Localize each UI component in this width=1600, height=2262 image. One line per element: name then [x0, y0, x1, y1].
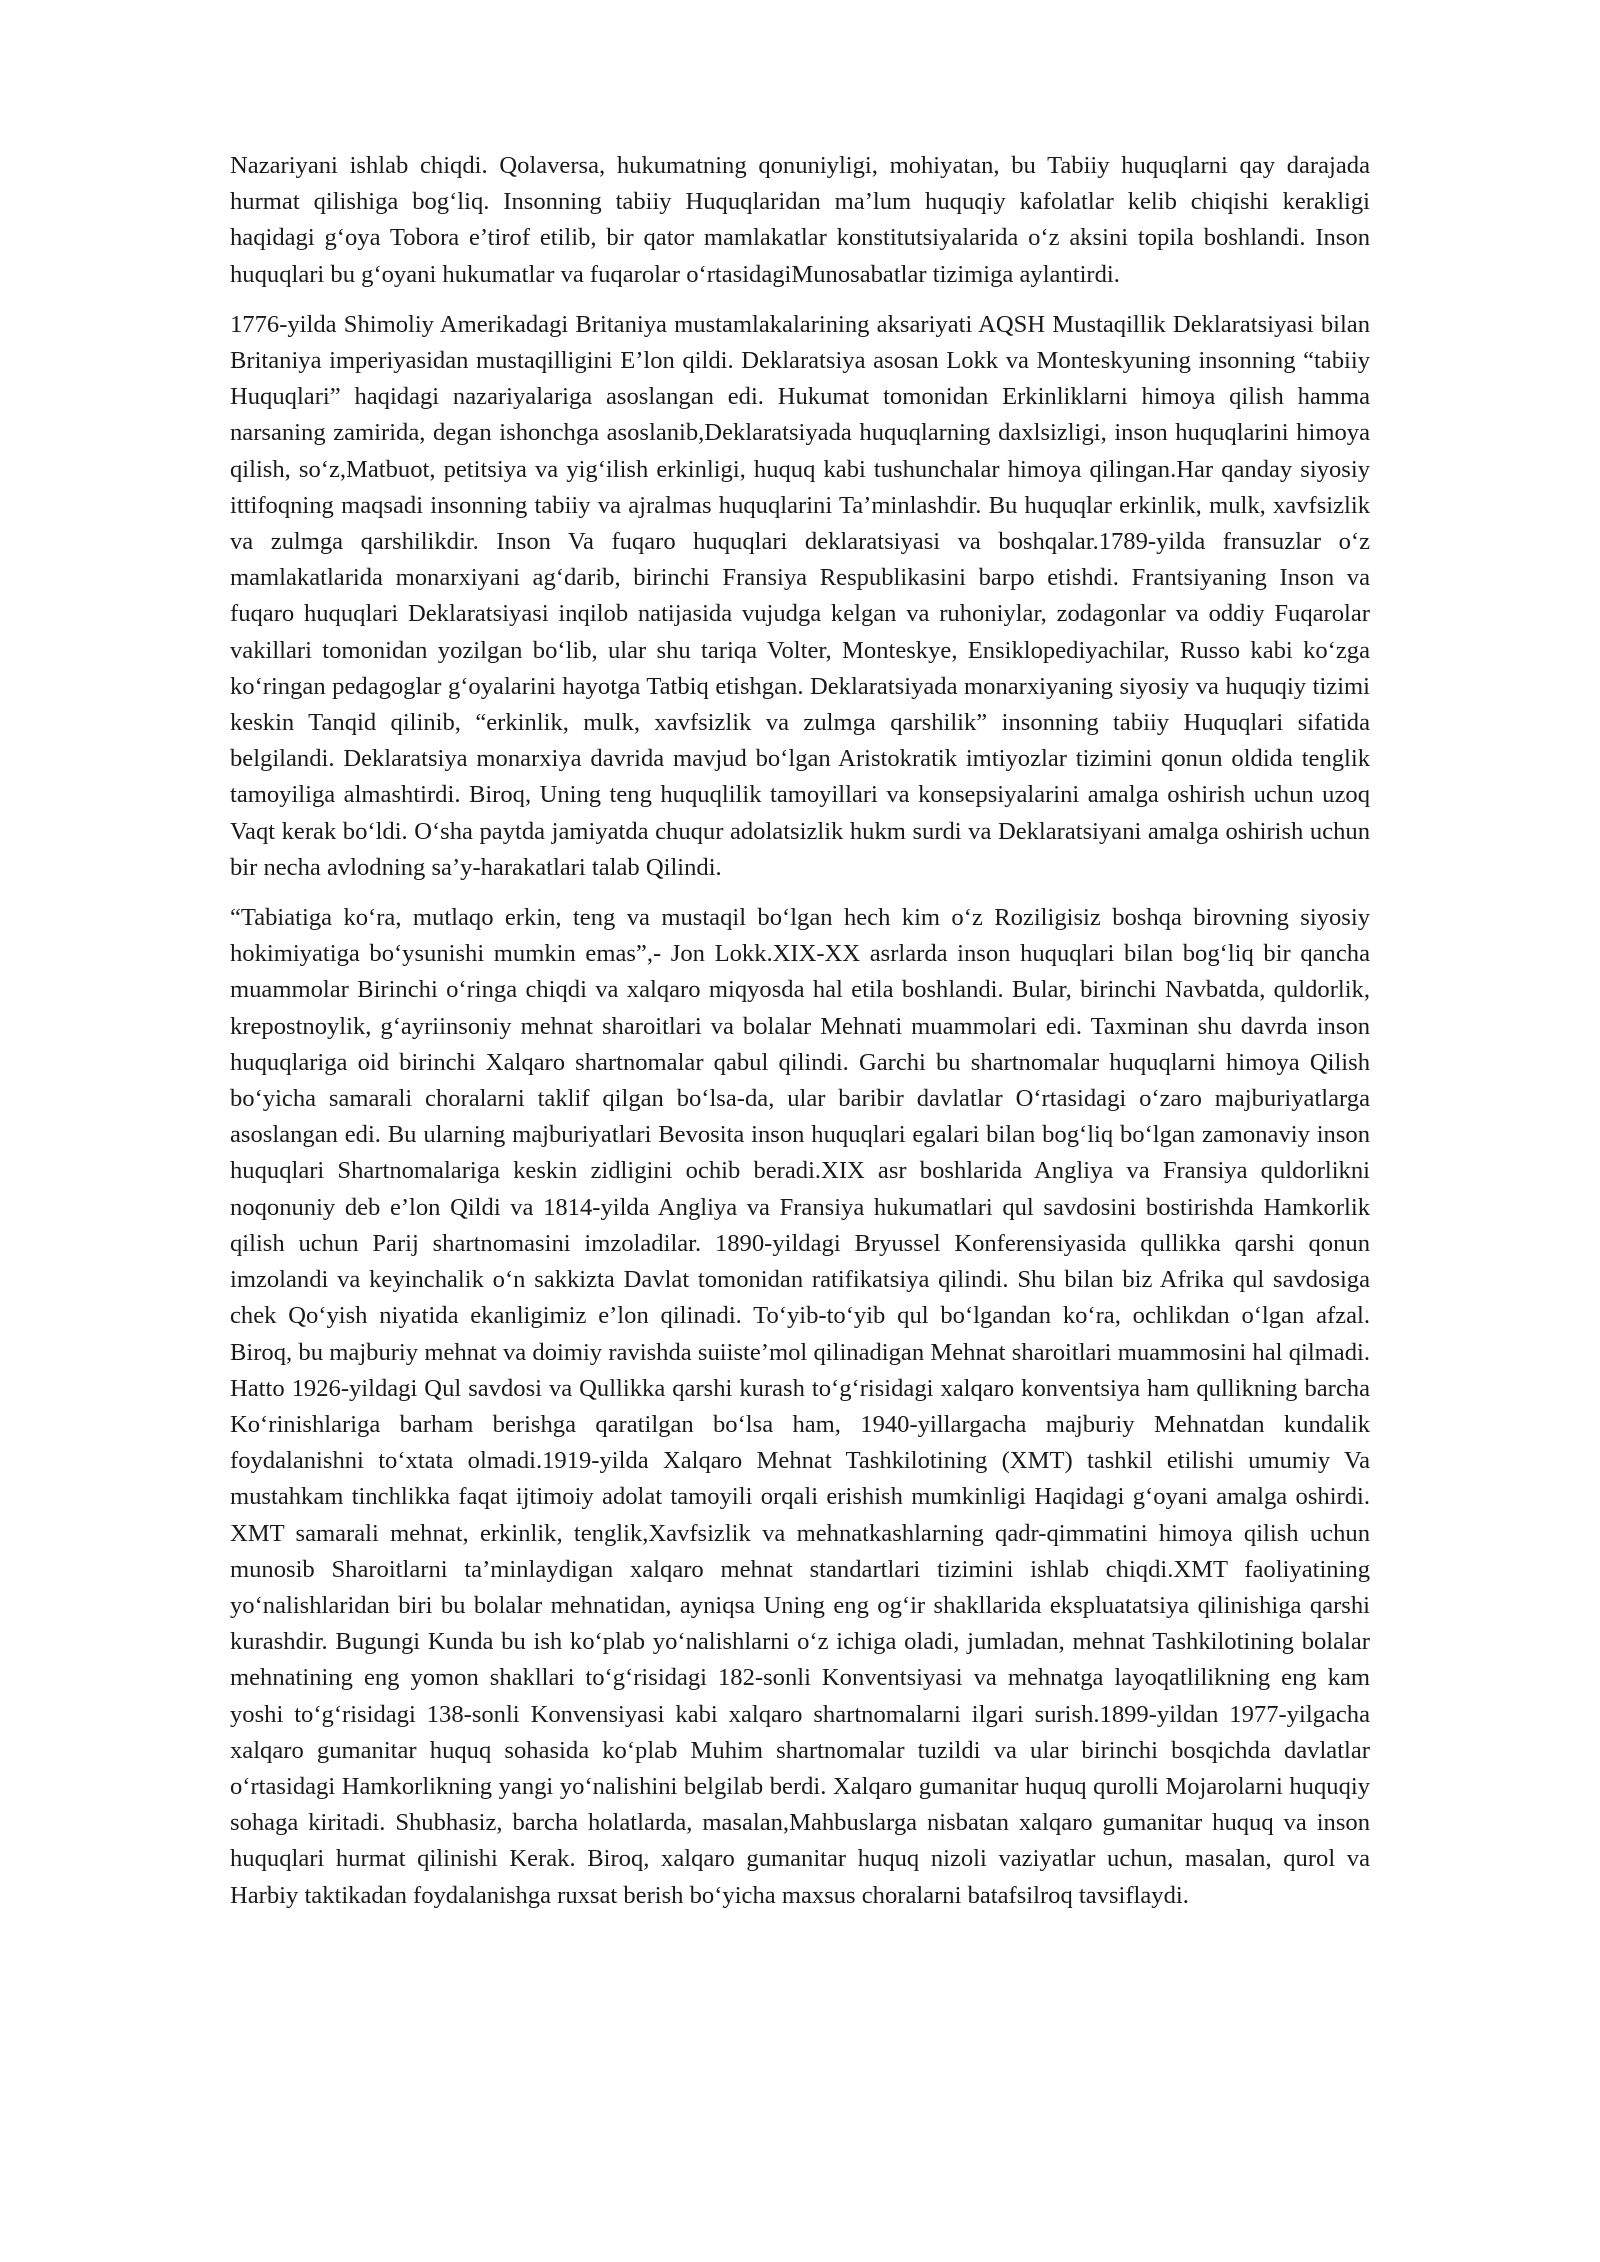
document-page [230, 148, 1370, 1928]
paragraph-international-treaties: “Tabiatiga ko‘ra, mutlaqo erkin, teng va mustaqil bo‘lgan hech kim o‘z Roziligisiz boshqa birovning siyosiy hokimiyatiga bo‘ysunishi mumkin emas”,- Jon Lokk.XIX-XX asrlarda inson huquqlari bilan bog‘liq bir qancha muammolar Birinchi o‘ringa chiqdi va xalqaro miqyosda hal etila boshlandi. Bular, birinchi Navbatda, quldorlik, krepostnoylik, g‘ayriinsoniy mehnat sharoitlari va bolalar Mehnati muammolari edi. Taxminan shu davrda inson huquqlariga oid birinchi Xalqaro shartnomalar qabul qilindi. Garchi bu shartnomalar huquqlarni himoya Qilish bo‘yicha samarali choralarni taklif qilgan bo‘lsa-da, ular baribir davlatlar O‘rtasidagi o‘zaro majburiyatlarga asoslangan edi. Bu ularning majburiyatlari Bevosita inson huquqlari egalari bilan bog‘liq bo‘lgan zamonaviy inson huquqlari Shartnomalariga keskin zidligini ochib beradi.XIX asr boshlarida Angliya va Fransiya quldorlikni noqonuniy deb e’lon Qildi va 1814-yilda Angliya va Fransiya hukumatlari qul savdosini bostirishda Hamkorlik qilish uchun Parij shartnomasini imzoladilar. 1890-yildagi Bryussel Konferensiyasida qullikka qarshi qonun imzolandi va keyinchalik o‘n sakkizta Davlat tomonidan ratifikatsiya qilindi. Shu bilan biz Afrika qul savdosiga chek Qo‘yish niyatida ekanligimiz e’lon qilinadi. To‘yib-to‘yib qul bo‘lgandan ko‘ra, ochlikdan o‘lgan afzal. Biroq, bu majburiy mehnat va doimiy ravishda suiiste’mol qilinadigan Mehnat sharoitlari muammosini hal qilmadi. Hatto 1926-yildagi Qul savdosi va Qullikka qarshi kurash to‘g‘risidagi xalqaro konventsiya ham qullikning barcha Ko‘rinishlariga barham berishga qaratilgan bo‘lsa ham, 1940-yillargacha majburiy Mehnatdan kundalik foydalanishni to‘xtata olmadi.1919-yilda Xalqaro Mehnat Tashkilotining (XMT) tashkil etilishi umumiy Va mustahkam tinchlikka faqat ijtimoiy adolat tamoyili orqali erishish mumkinligi Haqidagi g‘oyani amalga oshirdi. XMT samarali mehnat, erkinlik, tenglik,Xavfsizlik va mehnatkashlarning qadr-qimmatini himoya qilish uchun munosib Sharoitlarni ta’minlaydigan xalqaro mehnat standartlari tizimini ishlab chiqdi.XMT faoliyatining yo‘nalishlaridan biri bu bolalar mehnatidan, ayniqsa Uning eng og‘ir shakllarida ekspluatatsiya qilinishiga qarshi kurashdir. Bugungi Kunda bu ish ko‘plab yo‘nalishlarni o‘z ichiga oladi, jumladan, mehnat Tashkilotining bolalar mehnatining eng yomon shakllari to‘g‘risidagi 182-sonli Konventsiyasi va mehnatga layoqatlilikning eng kam yoshi to‘g‘risidagi 138-sonli Konvensiyasi kabi xalqaro shartnomalarni ilgari surish.1899-yildan 1977-yilgacha xalqaro gumanitar huquq sohasida ko‘plab Muhim shartnomalar tuzildi va ular birinchi bosqichda davlatlar o‘rtasidagi Hamkorlikning yangi yo‘nalishini belgilab berdi. Xalqaro gumanitar huquq qurolli Mojarolarni huquqiy sohaga kiritadi. Shubhasiz, barcha holatlarda, masalan,Mahbuslarga nisbatan xalqaro gumanitar huquq va inson huquqlari hurmat qilinishi Kerak. Biroq, xalqaro gumanitar huquq nizoli vaziyatlar uchun, masalan, qurol va Harbiy taktikadan foydalanishga ruxsat berish bo‘yicha maxsus choralarni batafsilroq tavsiflaydi. [230, 904, 1370, 1909]
paragraph-natural-rights: Nazariyani ishlab chiqdi. Qolaversa, hukumatning qonuniyligi, mohiyatan, bu Tabiiy huquqlarni qay darajada hurmat qilishiga bog‘liq. Insonning tabiiy Huquqlaridan ma’lum huquqiy kafolatlar kelib chiqishi kerakligi haqidagi g‘oya Tobora e’tirof etilib, bir qator mamlakatlar konstitutsiyalarida o‘z aksini topila boshlandi. Inson huquqlari bu g‘oyani hukumatlar va fuqarolar o‘rtasidagiMunosabatlar tizimiga aylantirdi. [230, 152, 1370, 288]
paragraph-declarations: 1776-yilda Shimoliy Amerikadagi Britaniya mustamlakalarining aksariyati AQSH Mustaqillik Deklaratsiyasi bilan Britaniya imperiyasidan mustaqilligini E’lon qildi. Deklaratsiya asosan Lokk va Monteskyuning insonning “tabiiy Huquqlari” haqidagi nazariyalariga asoslangan edi. Hukumat tomonidan Erkinliklarni himoya qilish hamma narsaning zamirida, degan ishonchga asoslanib,Deklaratsiyada huquqlarning daxlsizligi, inson huquqlarini himoya qilish, so‘z,Matbuot, petitsiya va yig‘ilish erkinligi, huquq kabi tushunchalar himoya qilingan.Har qanday siyosiy ittifoqning maqsadi insonning tabiiy va ajralmas huquqlarini Ta’minlashdir. Bu huquqlar erkinlik, mulk, xavfsizlik va zulmga qarshilikdir. Inson Va fuqaro huquqlari deklaratsiyasi va boshqalar.1789-yilda fransuzlar o‘z mamlakatlarida monarxiyani ag‘darib, birinchi Fransiya Respublikasini barpo etishdi. Frantsiyaning Inson va fuqaro huquqlari Deklaratsiyasi inqilob natijasida vujudga kelgan va ruhoniylar, zodagonlar va oddiy Fuqarolar vakillari tomonidan yozilgan bo‘lib, ular shu tariqa Volter, Monteskye, Ensiklopediyachilar, Russo kabi ko‘zga ko‘ringan pedagoglar g‘oyalarini hayotga Tatbiq etishgan. Deklaratsiyada monarxiyaning siyosiy va huquqiy tizimi keskin Tanqid qilinib, “erkinlik, mulk, xavfsizlik va zulmga qarshilik” insonning tabiiy Huquqlari sifatida belgilandi. Deklaratsiya monarxiya davrida mavjud bo‘lgan Aristokratik imtiyozlar tizimini qonun oldida tenglik tamoyiliga almashtirdi. Biroq, Uning teng huquqlilik tamoyillari va konsepsiyalarini amalga oshirish uchun uzoq Vaqt kerak bo‘ldi. O‘sha paytda jamiyatda chuqur adolatsizlik hukm surdi va Deklaratsiyani amalga oshirish uchun bir necha avlodning sa’y-harakatlari talab Qilindi. [230, 310, 1370, 881]
